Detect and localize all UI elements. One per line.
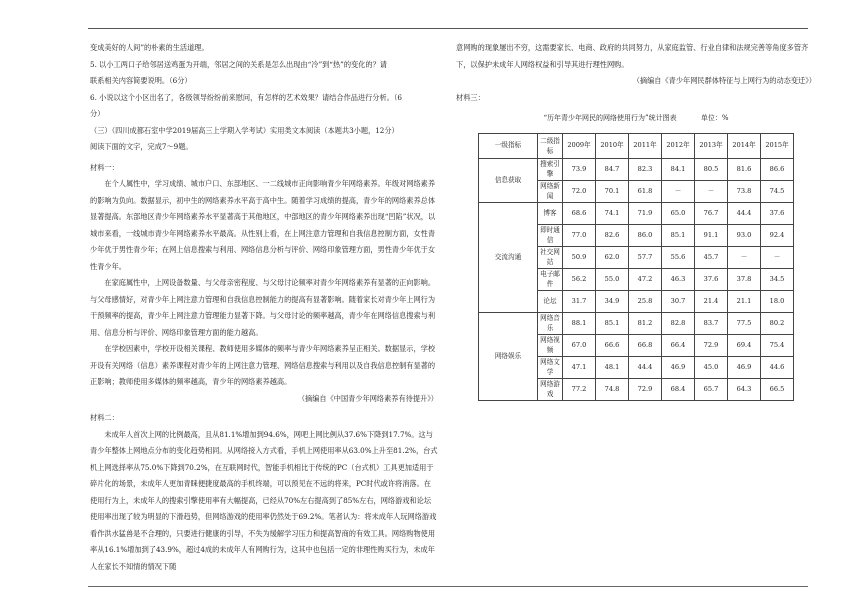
table-header-cell: 2012年 — [662, 133, 695, 158]
value-cell: 56.2 — [563, 268, 596, 290]
table-header-cell: 2009年 — [563, 133, 596, 158]
section-header: （三）（四川成都石室中学2019届高三上学期入学考试）实用类文本阅读（本题共3小题，12分） — [90, 125, 399, 135]
value-cell: 47.1 — [563, 356, 596, 378]
value-cell: 92.4 — [761, 224, 794, 246]
value-cell: 72.9 — [695, 334, 728, 356]
value-cell: 46.3 — [662, 268, 695, 290]
table-header-cell: 2010年 — [596, 133, 629, 158]
sub-indicator-cell: 搜索引擎 — [538, 158, 563, 180]
value-cell: 21.1 — [728, 290, 761, 312]
value-cell: 84.7 — [596, 158, 629, 180]
value-cell: 86.0 — [629, 224, 662, 246]
value-cell: 47.2 — [629, 268, 662, 290]
sub-indicator-cell: 社交网站 — [538, 246, 563, 268]
value-cell: 71.9 — [629, 202, 662, 224]
value-cell: 85.1 — [596, 312, 629, 334]
value-cell: 25.8 — [629, 290, 662, 312]
value-cell: 37.6 — [761, 202, 794, 224]
value-cell: 72.0 — [563, 180, 596, 202]
value-cell: 73.9 — [563, 158, 596, 180]
value-cell: 50.9 — [563, 246, 596, 268]
material2-para-cont: 意网购的现象屡出不穷，这需要家长、电商、政府的共同努力，从家庭监管、行业自律和法规完善等角度多管齐下，以保护未成年人网络权益和引导其进行理性网购。 — [456, 43, 809, 69]
value-cell: － — [728, 246, 761, 268]
sub-indicator-cell: 网络音乐 — [538, 312, 563, 334]
group-name-cell: 交流沟通 — [479, 202, 538, 312]
value-cell: 81.6 — [728, 158, 761, 180]
sub-indicator-cell: 网络游戏 — [538, 378, 563, 400]
value-cell: 81.2 — [629, 312, 662, 334]
left-column — [90, 40, 438, 575]
value-cell: － — [761, 246, 794, 268]
value-cell: 64.3 — [728, 378, 761, 400]
table-row — [479, 158, 794, 180]
value-cell: 83.7 — [695, 312, 728, 334]
value-cell: 48.1 — [596, 356, 629, 378]
sub-indicator-cell: 电子邮件 — [538, 268, 563, 290]
sub-indicator-cell: 即时通信 — [538, 224, 563, 246]
value-cell: 68.6 — [563, 202, 596, 224]
value-cell: 74.8 — [596, 378, 629, 400]
right-column — [456, 40, 816, 401]
material1-source: （摘编自《中国青少年网络素养有待提升》） — [297, 393, 438, 403]
material1-para: 在学校因素中，学校开设相关课程、教师使用多媒体的频率与青少年网络素养呈正相关。数据显示，学校开设有关网络（信息）素养课程对青少年的上网注意力管理、网络信息搜索与利用以及自我信息控制有显著的正影响；教师使用多媒体的频率越高，青少年的网络素养越高。 — [90, 344, 436, 386]
table-header-cell: 2011年 — [629, 133, 662, 158]
value-cell: 72.9 — [629, 378, 662, 400]
value-cell: 67.0 — [563, 334, 596, 356]
table-header-cell: 2014年 — [728, 133, 761, 158]
table-header-cell: 2015年 — [761, 133, 794, 158]
value-cell: 37.8 — [728, 268, 761, 290]
value-cell: 46.9 — [662, 356, 695, 378]
value-cell: 45.7 — [695, 246, 728, 268]
value-cell: 65.0 — [662, 202, 695, 224]
sub-indicator-cell: 网络新闻 — [538, 180, 563, 202]
value-cell: 86.6 — [761, 158, 794, 180]
table-row — [479, 202, 794, 224]
value-cell: 34.9 — [596, 290, 629, 312]
material2-source: （摘编自《青少年网民群体特征与上网行为的动态变迁》） — [632, 76, 816, 85]
value-cell: 44.4 — [728, 202, 761, 224]
group-name-cell: 网络娱乐 — [479, 312, 538, 400]
value-cell: 55.0 — [596, 268, 629, 290]
value-cell: 75.4 — [761, 334, 794, 356]
value-cell: 77.5 — [728, 312, 761, 334]
value-cell: 31.7 — [563, 290, 596, 312]
footer-rule — [88, 586, 808, 587]
value-cell: 66.5 — [761, 378, 794, 400]
value-cell: 46.9 — [728, 356, 761, 378]
value-cell: 30.7 — [662, 290, 695, 312]
value-cell: 68.4 — [662, 378, 695, 400]
question-5: 5. 以小工两口子给邻居送鸡蛋为开端，邻居之间的关系是怎么出现由“冷”到“热”的变化的？请 — [90, 59, 387, 69]
value-cell: 73.8 — [728, 180, 761, 202]
sub-indicator-cell: 网络文学 — [538, 356, 563, 378]
value-cell: 74.1 — [596, 202, 629, 224]
table-header-cell: 二级指标 — [538, 133, 563, 158]
value-cell: 44.6 — [761, 356, 794, 378]
value-cell: 77.0 — [563, 224, 596, 246]
text-line: 变成美好的人间”的朴素的生活道理。 — [90, 43, 209, 52]
material2-label: 材料二： — [90, 413, 119, 422]
value-cell: 45.0 — [695, 356, 728, 378]
sub-indicator-cell: 论坛 — [538, 290, 563, 312]
value-cell: 88.1 — [563, 312, 596, 334]
value-cell: 70.1 — [596, 180, 629, 202]
value-cell: 82.8 — [662, 312, 695, 334]
table-unit: 单位：% — [700, 114, 729, 122]
value-cell: 66.6 — [596, 334, 629, 356]
value-cell: 93.0 — [728, 224, 761, 246]
material1-label: 材料一： — [90, 162, 119, 172]
value-cell: 55.6 — [662, 246, 695, 268]
value-cell: － — [662, 180, 695, 202]
value-cell: 66.8 — [629, 334, 662, 356]
value-cell: － — [695, 180, 728, 202]
value-cell: 69.4 — [728, 334, 761, 356]
value-cell: 74.5 — [761, 180, 794, 202]
table-title-row — [456, 110, 816, 127]
value-cell: 57.7 — [629, 246, 662, 268]
value-cell: 91.1 — [695, 224, 728, 246]
table-body — [479, 158, 794, 400]
value-cell: 62.0 — [596, 246, 629, 268]
value-cell: 37.6 — [695, 268, 728, 290]
value-cell: 80.2 — [761, 312, 794, 334]
value-cell: 82.3 — [629, 158, 662, 180]
question-6: 6. 小说以这个小区出名了，各级领导纷纷前来慰问，有怎样的艺术效果？请结合作品进行分析。（6 — [90, 92, 402, 102]
value-cell: 21.4 — [695, 290, 728, 312]
sub-indicator-cell: 网络视频 — [538, 334, 563, 356]
value-cell: 84.1 — [662, 158, 695, 180]
value-cell: 76.7 — [695, 202, 728, 224]
usage-table — [478, 133, 794, 401]
value-cell: 61.8 — [629, 180, 662, 202]
material3-label: 材料三： — [456, 92, 485, 102]
material1-para: 在家庭属性中，上网设备数量、与父母亲密程度、与父母讨论频率对青少年网络素养有显著的正向影响。与父母感情好，对青少年上网注意力管理和自我信息控制能力的提高有显著影响。随着家长对青少年上网行为干预频率的提高，青少年上网注意力管理能力显著下降。与父母讨论的频率越高，青少年在网络信息搜索与利用、信息分析与评价、网络印象管理方面的能力越高。 — [90, 278, 436, 337]
value-cell: 77.2 — [563, 378, 596, 400]
table-title: “历年青少年网民的网络使用行为”统计图表 — [543, 114, 677, 122]
group-name-cell: 信息获取 — [479, 158, 538, 202]
value-cell: 80.5 — [695, 158, 728, 180]
material1-para: 在个人属性中，学习成绩、城市户口、东部地区、一二线城市正向影响青少年网络素养。年级对网络素养的影响为负向。数据显示，初中生的网络素养水平高于高中生。随着学习成绩的提高，青少年的网络素养总体显著提高。东部地区青少年网络素养水平显著高于其他地区，中部地区的青少年网络素养出现“凹陷”状况，以城市来看，一线城市青少年网络素养水平最高。从性别上看，在上网注意力管理和自我信息控制方面，女性青少年优于男性青少年；在网上信息搜索与利用、网络信息分析与评价、网络印象管理方面，男性青少年优于女性青少年。 — [90, 179, 436, 271]
table-header-row — [479, 133, 794, 158]
value-cell: 34.5 — [761, 268, 794, 290]
material2-para: 未成年人首次上网的比例最高，且从81.1%增加到94.6%，网吧上网比例从37.6%下降到17.7%。这与青少年整体上网地点分布的变化趋势相同。从网络接入方式看，手机上网使用率从63.0%上升至81.2%，台式机上网选择率从75.0%下降到70.2%，在互联网时代，智能手机相比于传统的PC（台式机）工具更加适用于碎片化的场景，未成年人更加青睐便捷度最高的手机终端，可以预见在不远的将来，PC时代或许将消落。在使用行为上，未成年人的搜索引擎使用率有大幅提高，已经从70%左右提高到了85%左右，网络游戏和论坛使用率出现了较为明显的下滑趋势，但网络游戏的使用率仍然处于69.2%。笔者认为：将未成年人玩网络游戏看作洪水猛兽是不合理的，只要进行健康的引导，不失为缓解学习压力和提高智商的有效工具。网络购物使用率从16.1%增加到了43.9%，超过4成的未成年人有网购行为，这其中也包括一定的非理性购买行为，未成年人在家长不知情的情况下随 — [90, 429, 438, 571]
instruction: 阅读下面的文字，完成7～9题。 — [90, 142, 193, 151]
header-rule — [88, 28, 808, 29]
table-header-cell: 2013年 — [695, 133, 728, 158]
question-6-cont: 分） — [90, 109, 105, 118]
sub-indicator-cell: 博客 — [538, 202, 563, 224]
table-row — [479, 312, 794, 334]
value-cell: 66.4 — [662, 334, 695, 356]
question-5-cont: 联系相关内容简要说明。（6分） — [90, 76, 192, 85]
value-cell: 44.4 — [629, 356, 662, 378]
table-header-cell: 一级指标 — [479, 133, 538, 158]
value-cell: 85.1 — [662, 224, 695, 246]
value-cell: 18.0 — [761, 290, 794, 312]
value-cell: 65.7 — [695, 378, 728, 400]
value-cell: 82.6 — [596, 224, 629, 246]
